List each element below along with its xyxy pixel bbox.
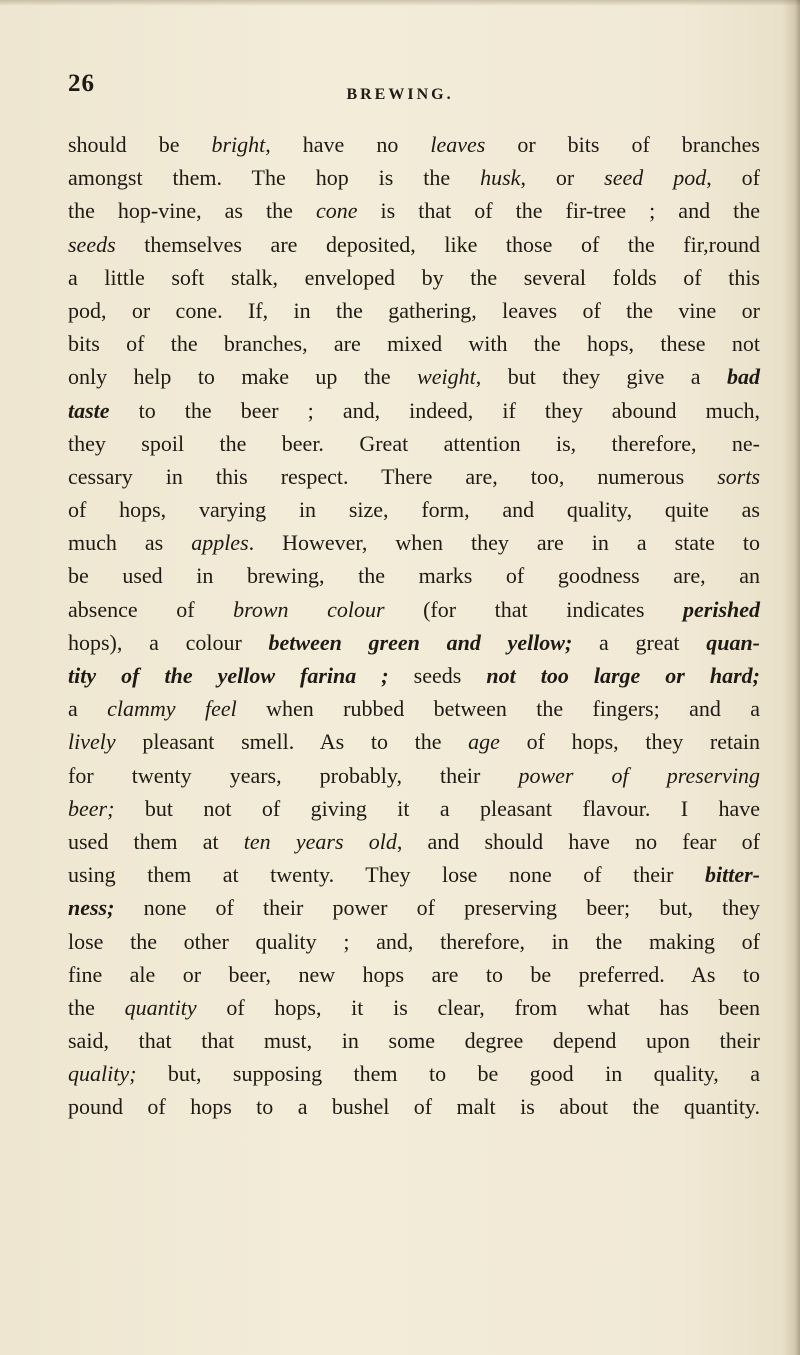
emphasis-run: cone [315,198,358,224]
body-text [68,128,760,1124]
emphasis-run: apples [191,530,249,556]
text-line [68,294,760,327]
text-line [68,593,760,626]
text-line [68,194,760,227]
text-run: a little soft stalk, enveloped by the several folds of this [68,264,760,290]
text-run: seeds [388,663,487,688]
emphasis-run: husk [480,165,521,191]
text-run: the hop-vine, as the [68,198,316,224]
emphasis-run: between green and yellow; [268,629,573,655]
text-run: , but they give a [475,364,727,390]
emphasis-run: leaves [430,132,486,157]
text-run: . However, when they are in a state to [248,530,760,556]
emphasis-run: weight [417,364,476,390]
emphasis-run: quality; [68,1061,137,1087]
text-run: none of their power of preserving beer; but, they [114,895,760,921]
text-line [68,228,760,261]
emphasis-run: taste [68,397,110,423]
text-run: a great [572,629,707,655]
text-line [68,692,760,725]
emphasis-run: tity of the yellow farina ; [68,663,389,688]
emphasis-run: brown colour [233,596,385,622]
text-line [68,825,760,858]
text-line [68,394,760,427]
emphasis-run: bitter- [705,862,760,888]
emphasis-run: seed pod [604,165,707,191]
emphasis-run: not too large or hard; [486,663,761,688]
text-line [68,925,760,958]
text-run: when rubbed between the fingers; and a [236,696,761,722]
text-run: , and should have no fear of [396,828,760,854]
text-line [68,460,760,493]
page-top-shadow [0,0,800,6]
text-run: amongst them. The hop is the [68,165,481,191]
text-run: pound of hops to a bushel of malt is about the quantity. [68,1094,760,1120]
text-line [68,659,760,692]
text-line [68,792,760,825]
text-run: of hops, it is clear, from what has been [196,994,760,1020]
text-run: only help to make up the [68,364,418,390]
text-run: used them at [68,828,244,854]
text-line [68,1057,760,1090]
text-line [68,128,760,161]
emphasis-run: quan- [706,629,760,655]
text-line [68,493,760,526]
text-line [68,858,760,891]
text-run: hops), a colour [68,629,269,655]
text-run: a [68,696,108,722]
text-run: is that of the fir-tree ; and the [357,198,760,224]
text-run: or bits of branches [485,132,760,157]
text-line [68,759,760,792]
text-run: said, that that must, in some degree depend upon their [68,1028,760,1054]
text-run: for twenty years, probably, their [68,762,519,788]
text-run: lose the other quality ; and, therefore, in the making of [68,928,760,954]
text-run: , of [706,165,760,191]
text-run: should be [68,132,212,157]
text-run: but not of giving it a pleasant flavour. I have [114,795,760,821]
text-run: pod, or cone. If, in the gathering, leaves of the vine or [68,297,760,323]
text-run: to the beer ; and, indeed, if they abound much, [109,397,760,423]
page-number: 26 [68,70,95,97]
text-run: pleasant smell. As to the [115,729,469,755]
text-run: (for that indicates [384,596,683,622]
text-run: using them at twenty. They lose none of their [68,862,705,888]
text-run: , or [520,165,605,191]
text-line [68,1090,760,1123]
emphasis-run: perished [683,596,760,622]
text-line [68,1024,760,1057]
emphasis-run: clammy feel [107,696,237,722]
running-head: BREWING. [346,86,454,103]
text-run: much as [68,530,192,556]
text-line [68,991,760,1024]
emphasis-run: beer; [68,795,115,821]
text-run: absence of [68,596,234,622]
page-gutter-shadow [782,0,800,1355]
text-line [68,327,760,360]
text-line [68,161,760,194]
text-line [68,626,760,659]
text-run: bits of the branches, are mixed with the hops, these not [68,331,760,357]
text-run: , have no [265,132,431,157]
text-run: the [68,994,125,1020]
text-line [68,526,760,559]
text-run: they spoil the beer. Great attention is, therefore, ne- [68,430,760,456]
text-run: fine ale or beer, new hops are to be preferred. As to [68,961,760,987]
text-run: of hops, varying in size, form, and quality, quite as [68,497,760,523]
text-run: but, supposing them to be good in quality, a [136,1061,760,1087]
emphasis-run: lively [68,729,116,755]
emphasis-run: age [468,729,500,755]
text-line [68,427,760,460]
emphasis-run: seeds [68,231,116,257]
text-run: be used in brewing, the marks of goodness are, an [68,563,760,589]
emphasis-run: bad [727,364,760,390]
text-line [68,725,760,758]
emphasis-run: bright [211,132,266,157]
emphasis-run: quantity [124,994,197,1020]
text-line [68,360,760,393]
text-run: cessary in this respect. There are, too, numerous [68,463,718,489]
text-run: of hops, they retain [499,729,760,755]
text-line [68,559,760,592]
text-line [68,261,760,294]
emphasis-run: ness; [68,895,115,921]
text-run: themselves are deposited, like those of the fir,round [115,231,760,257]
emphasis-run: power of preserving [518,762,761,788]
emphasis-run: ten years old [243,828,397,854]
text-line [68,891,760,924]
emphasis-run: sorts [717,463,760,489]
text-line [68,958,760,991]
